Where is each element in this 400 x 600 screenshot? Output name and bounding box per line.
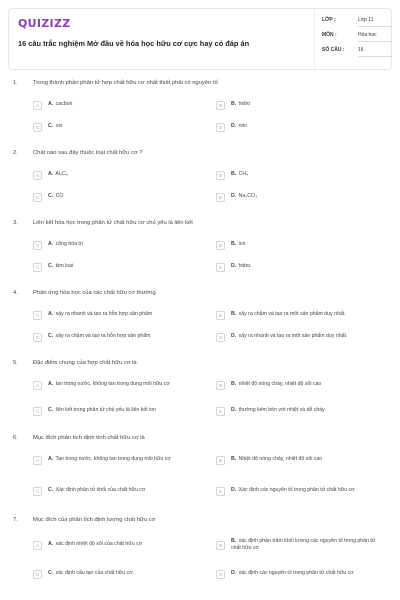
option-b[interactable]: B B. hidro [216,97,388,113]
option-checkbox[interactable]: D [216,407,225,416]
option-d[interactable]: D D. nito [216,119,388,135]
option-c[interactable]: C C. liên kết trong phân tử chủ yếu là liên kết ion [33,403,213,419]
option-checkbox[interactable]: C [33,123,42,132]
option-checkbox[interactable]: D [216,193,225,202]
question-text: Mục đích của phân tích định lượng chất hữu cơ [33,517,156,523]
question-number: 7. [13,517,18,523]
option-checkbox[interactable]: D [216,570,225,579]
question-number: 1. [13,80,18,86]
option-checkbox[interactable]: A [33,381,42,390]
option-a[interactable]: A A. Al₄C₃ [33,167,213,183]
option-c[interactable]: C C. xảy ra chậm và tạo ra hỗn hợp sản phẩm [33,329,213,345]
option-d[interactable]: D D. xảy ra nhanh và tạo ra một sản phẩm duy nhất. [216,329,388,345]
question-text: Trong thành phần phân tử hợp chất hữu cơ nhất thiết phải có nguyên tố [33,80,218,86]
question-text: Đặc điểm chung của hợp chất hữu cơ là [33,360,137,366]
worksheet-title: 16 câu trắc nghiệm Mở đầu về hóa học hữu cơ cực hay có đáp án [18,39,250,48]
option-checkbox[interactable]: B [216,241,225,250]
meta-count [322,45,392,57]
option-checkbox[interactable]: B [216,101,225,110]
meta-subject [322,30,392,42]
option-a[interactable]: A A. cacbon [33,97,213,113]
option-b[interactable]: B B. ion [216,237,388,253]
option-checkbox[interactable]: D [216,333,225,342]
option-checkbox[interactable]: A [33,171,42,180]
option-d[interactable]: D D. hidro. [216,259,388,275]
option-checkbox[interactable]: A [33,456,42,465]
option-d[interactable]: D D. Na₂CO₃ [216,189,388,205]
meta-count-value: 16 [358,47,364,53]
option-b[interactable]: B B. Nhiệt độ nóng chảy, nhiệt độ sôi cao [216,452,388,468]
option-a[interactable]: A A. tan trong nước, không tan trong dung môi hữu cơ [33,374,205,396]
option-checkbox[interactable]: A [33,241,42,250]
option-b[interactable]: B B. nhiệt độ nóng chảy, nhiệt độ sôi cao [216,377,388,393]
option-checkbox[interactable]: D [216,263,225,272]
question-number: 6. [13,435,18,441]
question-text: Phản ứng hóa học của các chất hữu cơ thường [33,290,156,296]
option-c[interactable]: C C. kim loại [33,259,213,275]
option-a[interactable]: A A. cộng hóa trị [33,237,213,253]
meta-class-label: LỚP : [322,17,336,23]
option-checkbox[interactable]: A [33,541,42,550]
option-c[interactable]: C C. xác định cấu tạo của chất hữu cơ. [33,566,213,582]
option-a[interactable]: A A. Tan trong nước, không tan trong dung môi hữu cơ [33,449,205,471]
question-text: Mục đích phân tích định tính chất hữu cơ là [33,435,145,441]
header-divider [314,9,315,69]
option-a[interactable]: A A. xác định nhiệt độ sôi của chất hữu cơ [33,537,213,553]
meta-subject-label: MÔN : [322,32,337,38]
meta-count-label: SỐ CÂU : [322,47,345,53]
meta-subject-value: Hóa học [358,32,377,38]
option-checkbox[interactable]: C [33,333,42,342]
option-checkbox[interactable]: A [33,311,42,320]
option-checkbox[interactable]: C [33,570,42,579]
option-c[interactable]: C C. Xác định phân tử khối của chất hữu cơ [33,483,213,499]
option-checkbox[interactable]: B [216,456,225,465]
option-checkbox[interactable]: B [216,381,225,390]
option-checkbox[interactable]: B [216,171,225,180]
option-checkbox[interactable]: A [33,101,42,110]
quizizz-logo: QUIZIZZ [18,17,71,30]
option-checkbox[interactable]: C [33,263,42,272]
worksheet-header [8,8,392,70]
question-number: 2. [13,150,18,156]
option-checkbox[interactable]: B [216,311,225,320]
option-checkbox[interactable]: D [216,487,225,496]
option-checkbox[interactable]: B [216,541,225,550]
option-b[interactable]: B B. xác định phần trăm khối lượng các nguyên tố trong phân tử chất hữu cơ [216,534,388,556]
option-checkbox[interactable]: C [33,407,42,416]
option-checkbox[interactable]: C [33,487,42,496]
meta-class [322,15,392,27]
question-number: 4. [13,290,18,296]
option-d[interactable]: D D. thường kém bền với nhiệt và dễ cháy [216,403,388,419]
question-number: 3. [13,220,18,226]
option-c[interactable]: C C. oxi [33,119,213,135]
question-text: Chất nào sau đây thuộc loại chất hữu cơ ? [33,150,143,156]
option-d[interactable]: D D. xác định các nguyên tố trong phân tử chất hữu cơ [216,563,388,585]
option-d[interactable]: D D. Xác định các nguyên tố trong phân tử chất hữu cơ [216,480,388,502]
question-number: 5. [13,360,18,366]
meta-class-value: Lớp 11 [358,17,374,23]
question-text: Liên kết hóa học trong phân tử chất hữu cơ chủ yếu là liên kết [33,220,193,226]
option-checkbox[interactable]: C [33,193,42,202]
option-b[interactable]: B B. CH₄ [216,167,388,183]
option-c[interactable]: C C. CO [33,189,213,205]
option-a[interactable]: A A. xảy ra nhanh và tạo ra hỗn hợp sản phẩm [33,307,213,323]
option-checkbox[interactable]: D [216,123,225,132]
option-b[interactable]: B B. xảy ra chậm và tạo ra một sản phẩm duy nhất. [216,307,388,323]
